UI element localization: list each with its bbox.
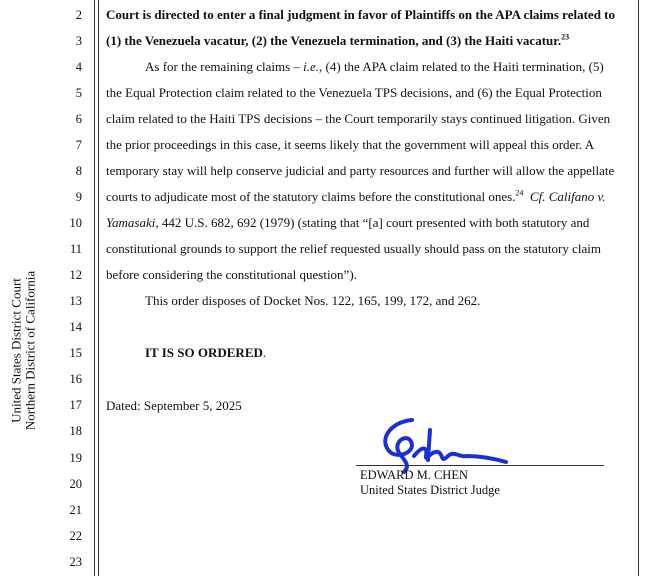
dated-line: Dated: September 5, 2025: [106, 398, 242, 413]
court-caption: [8, 270, 38, 431]
line-number: 7: [75, 138, 82, 152]
body-line-12: before considering the constitutional question”).: [106, 267, 357, 282]
court-name: United States District Court: [8, 278, 24, 423]
judge-title: United States District Judge: [360, 483, 500, 497]
body-line-5: the Equal Protection claim related to the Venezuela TPS decisions, and (6) the Equal Protection: [106, 85, 602, 100]
line-number: 3: [75, 34, 82, 48]
line-number: 19: [69, 451, 82, 465]
line-number: 18: [69, 424, 82, 438]
line-number: 11: [69, 242, 82, 256]
body-line-13: This order disposes of Docket Nos. 122, 165, 199, 172, and 262.: [145, 293, 481, 308]
line-number: 10: [69, 216, 82, 230]
body-line-7: the prior proceedings in this case, it seems likely that the government will appeal this order. A: [106, 137, 595, 152]
signature-stroke: [428, 430, 430, 460]
body-line-6: claim related to the Haiti TPS decisions – the Court temporarily stays continued litigation. Given: [106, 111, 611, 126]
judge-name: EDWARD M. CHEN: [360, 468, 468, 482]
body-line-11: constitutional grounds to support the relief requested usually should pass on the statutory claim: [106, 241, 601, 256]
line-number: 17: [69, 398, 82, 412]
footnote-ref-23[interactable]: 23: [561, 32, 570, 42]
line-number: 2: [75, 8, 82, 22]
line-number: 20: [69, 477, 82, 491]
body-line-10: Yamasaki, 442 U.S. 682, 692 (1979) (stating that “[a] court presented with both statutory and: [106, 215, 590, 230]
line-number: 4: [75, 60, 82, 74]
line-number: 12: [69, 268, 82, 282]
line-number: 14: [69, 320, 82, 334]
line-number: 6: [75, 112, 82, 126]
margin-rule: [94, 0, 95, 576]
signature-line: [356, 465, 604, 466]
line-number: 16: [69, 372, 82, 386]
body-line-8: temporary stay will help conserve judicial and party resources and further will allow the appellate: [106, 163, 615, 178]
body-line-3: (1) the Venezuela vacatur, (2) the Venezuela termination, and (3) the Haiti vacatur.$^{23}$: [106, 32, 570, 48]
footnote-ref-24[interactable]: 24: [515, 188, 524, 198]
line-number: 9: [75, 190, 82, 204]
margin-rule: [98, 0, 99, 576]
so-ordered: IT IS SO ORDERED.: [145, 345, 267, 360]
line-number: 8: [75, 164, 82, 178]
body-line-2: Court is directed to enter a final judgment in favor of Plaintiffs on the APA claims related to: [106, 7, 615, 22]
body-line-4: As for the remaining claims – i.e., (4) the APA claim related to the Haiti termination, (5): [145, 59, 604, 74]
body-line-9: courts to adjudicate most of the statutory claims before the constitutional ones.$^{24}$ Cf. Califano v.: [106, 188, 606, 204]
line-number: 13: [69, 294, 82, 308]
line-number: 21: [69, 503, 82, 517]
line-number: 23: [69, 555, 82, 569]
line-number: 5: [75, 86, 82, 100]
right-margin-rule: [638, 0, 639, 576]
district-name: Northern District of California: [22, 270, 38, 431]
line-number: 22: [69, 529, 82, 543]
line-number: 15: [69, 346, 82, 360]
